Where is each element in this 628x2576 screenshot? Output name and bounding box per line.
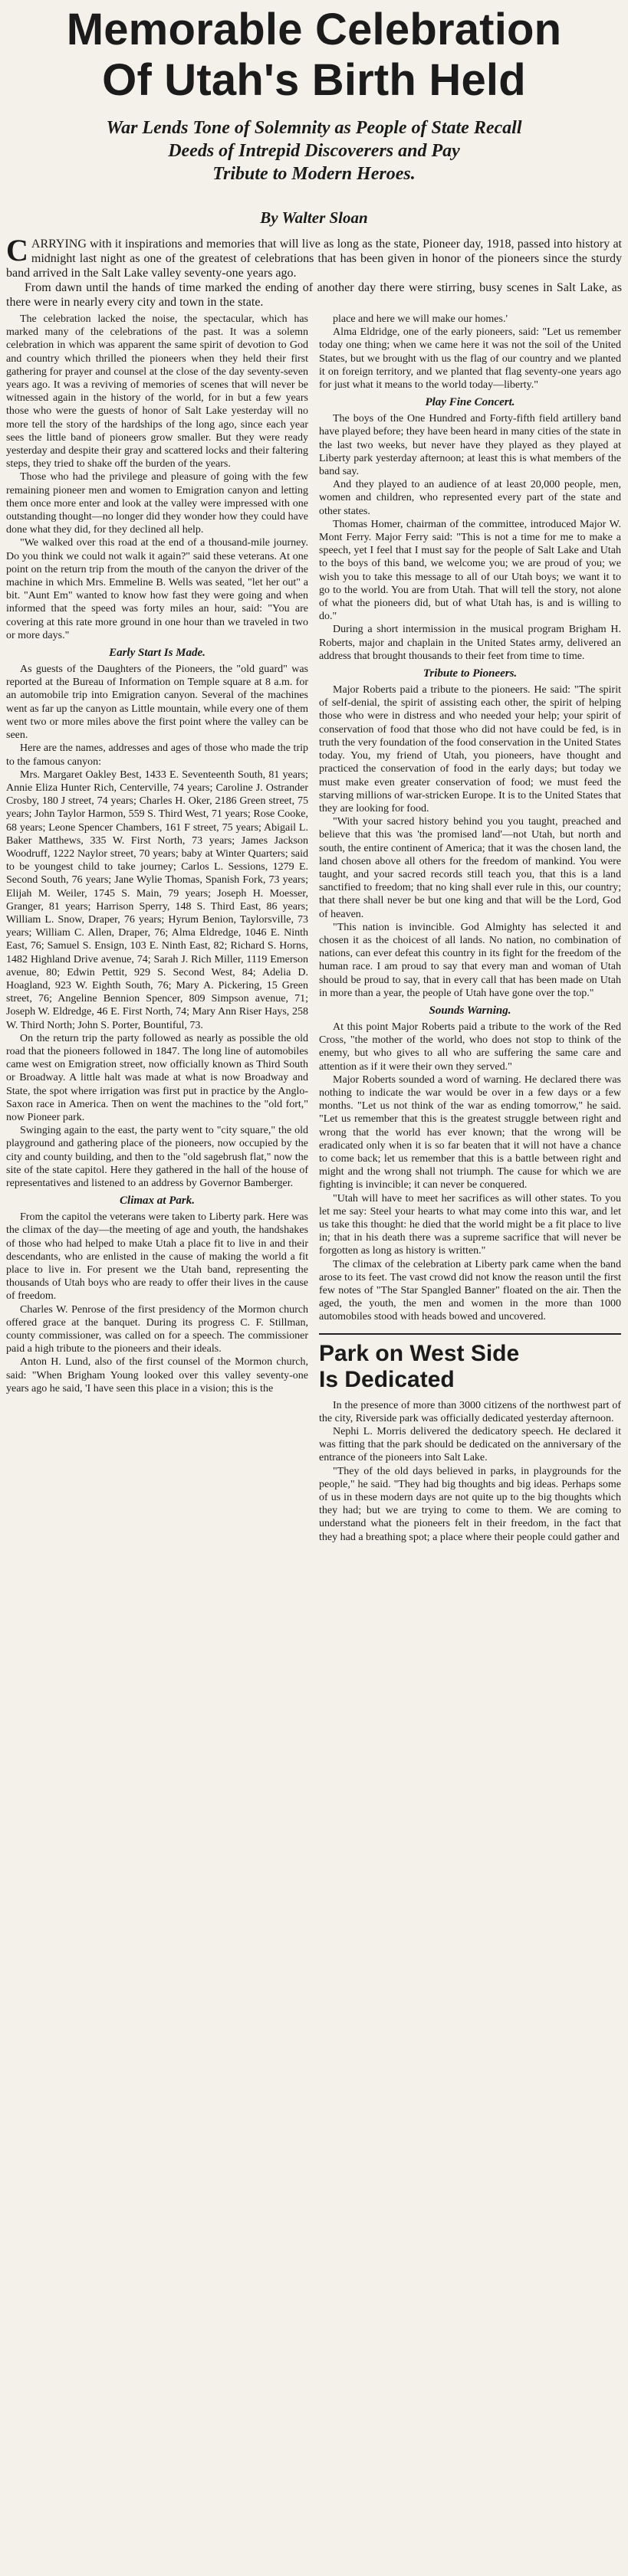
- paragraph: Nephi L. Morris delivered the dedicatory speech. He declared it was fitting that the park should be dedicated on the anniversary of the entrance of the pioneers into Salt Lake.: [319, 1426, 621, 1464]
- paragraph: At this point Major Roberts paid a tribute to the work of the Red Cross, "the mother of the world, who does not stop to think of the enemy, but who gives to all who are suffering the same care and attention as if it were their own they served.": [319, 1021, 621, 1073]
- article-columns: [6, 313, 622, 1544]
- headline-line-2: Of Utah's Birth Held: [102, 55, 526, 105]
- paragraph: And they played to an audience of at least 20,000 people, men, women and children, who represented every part of the state and other states.: [319, 479, 621, 517]
- right-paragraphs-3: [319, 683, 621, 1000]
- lead-paragraph-2: From dawn until the hands of time marked the ending of another day there were stirring, busy scenes in Salt Lake, as there were in nearly every city and town in the state.: [6, 281, 622, 309]
- paragraph: "With your sacred history behind you you taught, preached and believe that this was 'the promised land'—not Utah, but north and south, the entire continent of America; that it was the chosen land, the land chosen above all others for the freedom of mankind. You were taught, and your sacred records still teach you, that this is a land sanctified to freedom; that no king shall ever rule in this, our country; that there shall never be but one king and that will be the Lord, God of heaven.: [319, 816, 621, 920]
- paragraph: "We walked over this road at the end of a thousand-mile journey. Do you think we could not walk it again?" said these veterans. At one point on the return trip from the mouth of the canyon the driver of the machine in which Mrs. Emmeline B. Wells was seated, "let her out" a bit. "Aunt Em" wanted to know how fast they were going and when informed that the speed was forty miles an hour, said: "You are covering at this rate more ground in one hour than we traveled in two or more days.": [6, 537, 308, 641]
- subhead-tribute-to-pioneers: Tribute to Pioneers.: [423, 667, 518, 680]
- park-headline: [319, 1341, 621, 1393]
- paragraph: "They of the old days believed in parks, in playgrounds for the people," he said. "They had big thoughts and big ideas. Perhaps some of us in these modern days are not quite up to the big thoughts which they had; but we are trying to come to them. We are coming to understand what the pioneers felt in their freedom, in the fact that they had a breathing spot; a place where their people could gather and: [319, 1465, 621, 1543]
- paragraph: As guests of the Daughters of the Pioneers, the "old guard" was reported at the Bureau of Information on Temple square at 8 a.m. for an automobile trip into Emigration canyon. Several of the machines went as far up the canyon as Little mountain, while every one of them went two or more miles above the first point where the valley can be seen.: [6, 664, 308, 742]
- deck-line-1: War Lends Tone of Solemnity as People of State Recall: [106, 118, 522, 138]
- paragraph: From the capitol the veterans were taken to Liberty park. Here was the climax of the day—the meeting of age and youth, the handshakes of those who had helped to make Utah a place fit to live in and their descendants, who are enlisted in the cause of making the world a fit place to live in. For present we the Utah band, representing the thousands of Utah boys who are ready to offer their lives in the cause of freedom.: [6, 1211, 308, 1303]
- park-headline-line-1: Park on West Side: [319, 1340, 520, 1366]
- drop-cap: C: [6, 233, 28, 267]
- subhead-play-fine-concert: Play Fine Concert.: [425, 396, 515, 409]
- deck: [6, 116, 622, 185]
- left-paragraphs-2: [6, 663, 308, 1190]
- left-paragraphs-3: [6, 1211, 308, 1395]
- paragraph: Here are the names, addresses and ages of those who made the trip to the famous canyon:: [6, 742, 308, 768]
- byline: By Walter Sloan: [260, 208, 368, 227]
- park-headline-line-2: Is Dedicated: [319, 1366, 455, 1392]
- paragraph: On the return trip the party followed as nearly as possible the old road that the pioneers followed in 1847. The long line of automobiles came west on Emigration street, now officially known as Third South or Broadway. A little halt was made at what is now Broadway and State, the spot where irrigation was first put in practice by the Anglo-Saxon race in America. Then on went the machines to the "old fort," now Pioneer park.: [6, 1032, 308, 1123]
- paragraph: Swinging again to the east, the party went to "city square," the old playground and gathering place of the pioneers, now occupied by the city and county building, and then to the "old sagebrush flat," now the site of the state capitol. Here they gathered in the hall of the house of representatives and listened to an address by Governor Bamberger.: [6, 1125, 308, 1189]
- right-column: [319, 313, 621, 1544]
- subhead-climax-at-park: Climax at Park.: [120, 1195, 195, 1208]
- paragraph: Major Roberts paid a tribute to the pioneers. He said: "The spirit of self-denial, the spirit of assisting each other, the spirit of helping those who were in distress and who needed your help; your spirit of conservation of food that those who did not have could be fed, is in truth the very foundation of the food conservation in the United States today. You, my friend of Utah, you pioneers, have thought and practiced the conservation of food in the early days; but today we must make even greater conservation of food; we must feed the starving millions of war-stricken Europe. It is to the United States that they are looking for food.: [319, 684, 621, 814]
- paragraph: place and here we will make our homes.': [333, 313, 508, 325]
- paragraph: Alma Eldridge, one of the early pioneers, said: "Let us remember today one thing; when we came here it was not the soil of the United States, but we brought with us the flag of our country and we planted it on foreign territory, and we planted that flag seventy-one years ago for just what it means to the world today—liberty.": [319, 326, 621, 392]
- paragraph: Mrs. Margaret Oakley Best, 1433 E. Seventeenth South, 81 years; Annie Eliza Hunter Rich, Centerville, 74 years; Caroline J. Ostrander Crosby, 180 J street, 74 years; Charles H. Oker, 2186 Green street, 75 years; John Taylor Harmon, 559 S. Third West, 71 years; Rose Cooke, 68 years; Leone Spencer Chambers, 161 F street, 75 years; Abigail L. Baker Matthews, 335 W. First North, 73 years; James Jackson Woodruff, 1222 Naylor street, 70 years; baby at Winter Quarters; said to be youngest child to take journey; Carlos L. Sessions, 1279 E. Second South, 76 years; Jane Wylie Thomas, Spanish Fork, 73 years; Elijah M. Weiler, 1745 S. Main, 79 years; Joseph H. Moesser, Granger, 81 years; Harrison Sperry, 148 S. Third East, 86 years; William L. Snow, Draper, 76 years; Hyrum Benion, Taylorsville, 73 years; William C. Allen, Draper, 76; Alma Eldredge, 1046 E. Ninth East, 76; Samuel S. Ensign, 103 E. Ninth East, 82; Richard S. Horns, 1482 Highland Drive avenue, 74; Sarah J. Rich Miller, 1119 Emerson avenue, 80; Edwin Pettit, 929 S. Second West, 84; Adelia D. Hoagland, 923 W. Eighth South, 76; Mary A. Pickering, 15 Green street, 76; Angeline Bennion Spencer, 809 Simpson avenue, 71; Joseph W. Eldredge, 46 E. First North, 74; Mary Ann Riser Hays, 258 W. Third North; John S. Porter, Bountiful, 73.: [6, 769, 308, 1031]
- paragraph: "This nation is invincible. God Almighty has selected it and chosen it as the choicest of all lands. No nation, no combination of nations, can ever defeat this country in its fight for the freedom of the human race. I am proud to say that every man and woman of Utah should be proud to say, that in every call that has been made on Utah in more than a year, the people of Utah have gone over the top.": [319, 921, 621, 999]
- lead-text: ARRYING with it inspirations and memories that will live as long as the state, Pioneer day, 1918, passed into history at midnight last night as one of the greatest of celebrations that has been given in honor of the pioneers since the sturdy band arrived in the Salt Lake valley seventy-one years ago.: [6, 238, 622, 280]
- paragraph: The celebration lacked the noise, the spectacular, which has marked many of the celebrations of the past. It was a solemn celebration in which was apparent the same spirit of devotion to God and country which thrilled the pioneers when they held their first gathering for prayer and counsel at the close of the day seventy-seven years ago. It was a reviving of memories of scenes that will never be witnessed again in the history of the world, for in but a few years those who were the guests of honor of Salt Lake yesterday will no more tell the story of the hardships of the long ago, since each year sees the little band of pioneers grow smaller. But they were ready yesterday and despite their gray and scattered locks and their faltering steps, they tried to shake off the burden of the years.: [6, 313, 308, 470]
- section-divider: [319, 1333, 621, 1335]
- right-paragraphs-2: [319, 412, 621, 663]
- paragraph: Charles W. Penrose of the first presidency of the Mormon church offered grace at the banquet. During its progress C. F. Stillman, county commissioner, was called on for a speech. The commissioner paid a high tribute to the pioneers and their ideals.: [6, 1303, 308, 1355]
- right-paragraphs-5: [319, 1399, 621, 1544]
- deck-line-2: Deeds of Intrepid Discoverers and Pay: [168, 141, 460, 161]
- paragraph: Those who had the privilege and pleasure of going with the few remaining pioneer men and women to Emigration canyon and letting them once more enter and look at the valley were impressed with one outstanding thought—no longer did they wonder how they could have done what they did, for they declined all help.: [6, 471, 308, 536]
- subhead-early-start: Early Start Is Made.: [109, 647, 205, 660]
- right-paragraphs-4: [319, 1021, 621, 1324]
- paragraph: Major Roberts sounded a word of warning. He declared there was nothing to indicate the war would be over in a few days or a few months. "Let us not think of the war as ending tomorrow," he said. "Let us remember that this is the greatest struggle between right and wrong that the world has ever known; that the wrong will be eradicated only when it is so far beaten that it will not have a chance to come back; let us remember that this is a battle between right and might and the wrong shall not triumph. The cause for which we are fighting is invincible; it can never be conquered.: [319, 1073, 621, 1191]
- left-paragraphs-1: [6, 313, 308, 642]
- deck-line-3: Tribute to Modern Heroes.: [212, 164, 416, 184]
- headline-line-1: Memorable Celebration: [66, 5, 562, 54]
- paragraph: "Utah will have to meet her sacrifices as will other states. To you let me say: Steel your hearts to what may come into this war, and let us take this thought: he died that the world might be a fit place to live in; that in his death there was a supreme sacrifice that will never be forgotten as long as history is written.": [319, 1192, 621, 1257]
- paragraph: In the presence of more than 3000 citizens of the northwest part of the city, Riverside park was officially dedicated yesterday afternoon.: [319, 1399, 621, 1424]
- lead-paragraph: [6, 233, 622, 280]
- right-paragraphs-1: [319, 313, 621, 392]
- paragraph: Thomas Homer, chairman of the committee, introduced Major W. Mont Ferry. Major Ferry said: "This is not a time for me to make a speech, yet I feel that I must say for the people of Salt Lake and Utah to the boys of this band, we welcome you; we are proud of you; we wish you to take this message to all of our Utah boys; we want it to go to the world. You are from Utah. That will tell the story, not alone of what the pioneers did, but of what Utah has, is and is willing to do.": [319, 518, 621, 623]
- paragraph: During a short intermission in the musical program Brigham H. Roberts, major and chaplain in the United States army, delivered an address that brought thousands to their feet from time to time.: [319, 624, 621, 662]
- paragraph: Anton H. Lund, also of the first counsel of the Mormon church, said: "When Brigham Young looked over this valley seventy-one years ago he said, 'I have seen this place in a vision; this is the: [6, 1356, 308, 1395]
- subhead-sounds-warning: Sounds Warning.: [429, 1004, 511, 1017]
- paragraph: The climax of the celebration at Liberty park came when the band arose to its feet. The vast crowd did not know the reason until the first few notes of "The Star Spangled Banner" floated on the air. Then the aged, the youth, the men and women in the more than 1000 automobiles stood with heads bowed and uncovered.: [319, 1258, 621, 1323]
- left-column: [6, 313, 308, 1544]
- paragraph: The boys of the One Hundred and Forty-fifth field artillery band have played before; they have been heard in many cities of the state in the last two weeks, but never have they played as they played at Liberty park yesterday afternoon; at least this is what members of the band say.: [319, 413, 621, 478]
